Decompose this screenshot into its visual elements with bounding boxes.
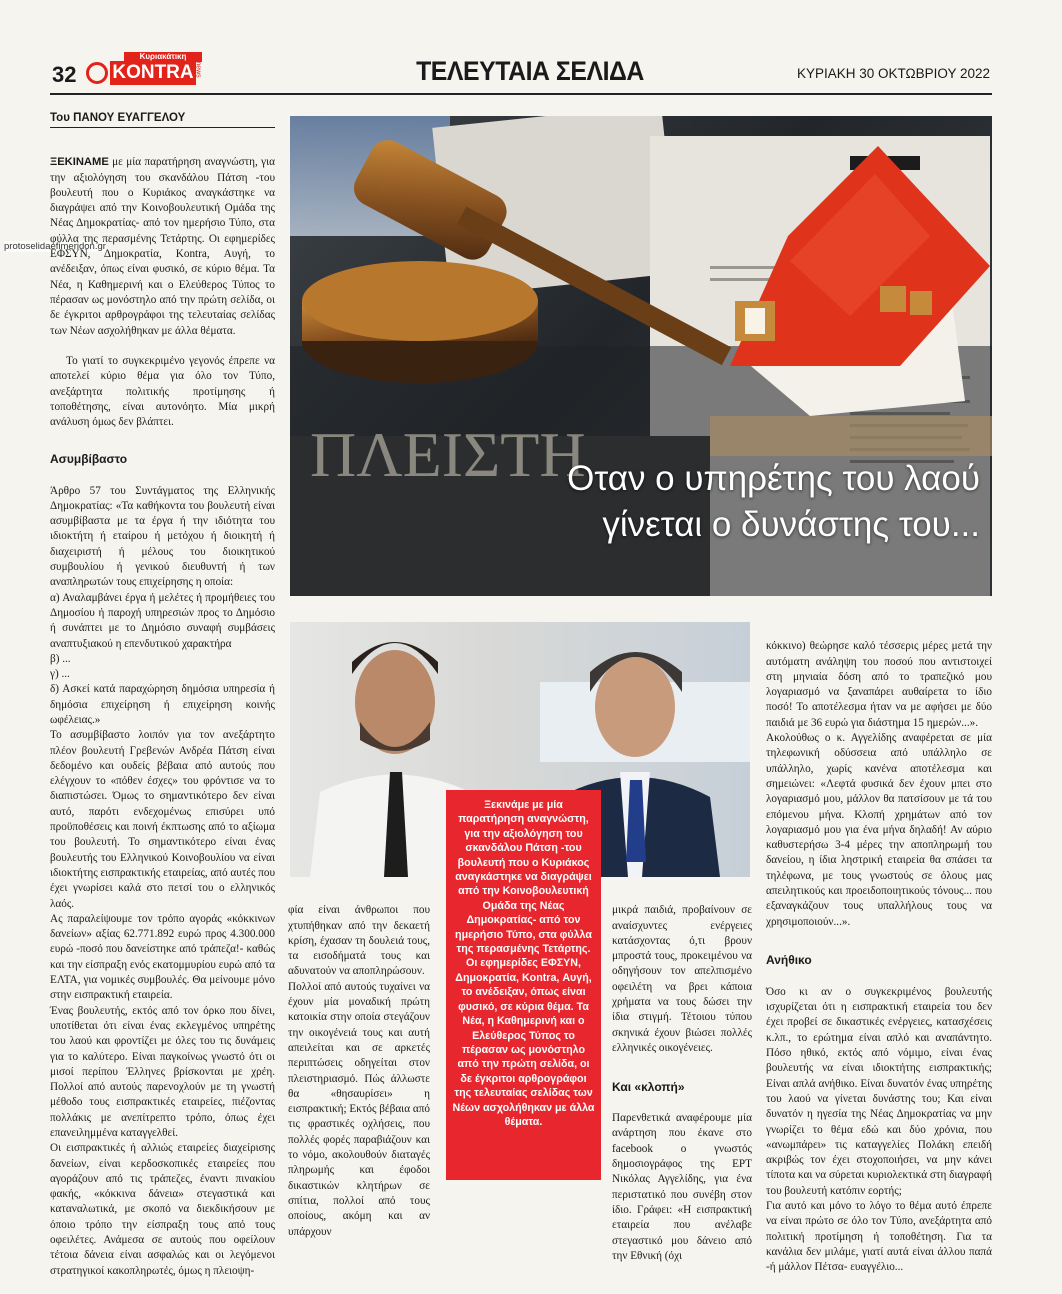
headline [440, 456, 980, 548]
logo-circle-icon [86, 62, 108, 84]
column-3 [612, 888, 752, 1279]
column-2 [288, 888, 430, 1255]
kontra-logo [84, 52, 206, 90]
column-4 [766, 624, 992, 1291]
paragraph-2: Το γιατί το συγκεκριμένο γεγονός έπρεπε να αποτελεί κύριο θέμα για όλο τον Τύπο, ανεξάρτητα πολιτικής προτίμησης ή τοποθέτησης, είναι αυτονόητο. Μία μικρή ανάλυση όμως δεν βλάπτει. [50, 355, 275, 429]
logo-top-text: Κυριακάτικη [124, 52, 202, 62]
column-3-body: μικρά παιδιά, προβαίνουν σε αναίσχυντες ενέργειες κατάσχοντας ό,τι βρουν μπροστά τους, προκειμένου να οδηγήσουν τον απελπισμένο οφειλέτη να βρει κάποια χρήματα να τους δώσει την ίδια στιγμή. Τέτοιου τύπου σκηνικά έχουν βιώσει πολλές ελληνικές οικογένειες. [612, 904, 752, 1054]
intro-paragraph [50, 155, 275, 339]
byline-rule [50, 127, 275, 128]
column-1 [50, 140, 275, 1294]
headline-line-2: γίνεται ο δυνάστης του... [602, 505, 980, 544]
lead-word: ΞΕΚΙΝΑΜΕ [50, 156, 109, 169]
subhead-theft: Και «κλοπή» [612, 1079, 685, 1094]
callout-text: Ξεκινάμε με μία παρατήρηση αναγνώστη, για την αξιολόγηση του σκανδάλου Πάτση -του βουλευτή που ο Κυριάκος αναγκάστηκε να διαγράψει από την Κοινοβουλευτική Ομάδα της Νέας Δημοκρατίας- από τον ημερήσιο Τύπο, στα φύλλα της περασμένης Τετάρτης. Οι εφημερίδες ΕΦΣΥΝ, Δημοκρατία, Kontra, Αυγή, το ανέδειξαν, όπως είναι φυσικό, σε κύρια θέμα. Τα Νέα, η Καθημερινή και ο Ελεύθερος Τύπος το πέρασαν ως μονόστηλο από την πρώτη σελίδα, οι δε έγκριτοι αρθρογράφοι της τελευταίας σελίδας των Νέων ασχολήθηκαν με άλλα θέματα. [452, 799, 595, 1128]
issue-date: ΚΥΡΙΑΚΗ 30 ΟΚΤΩΒΡΙΟΥ 2022 [796, 66, 990, 81]
column-2-body: φία είναι άνθρωποι που χτυπήθηκαν από την δεκαετή κρίση, έχασαν τη δουλειά τους, τα εισοδήματά τους και αδυνατούν να αποπληρώσουν. Πολλοί από αυτούς τυχαίνει να έχουν μία μοναδική πρώτη κατοικία στην οποία στεγάζουν την οικογένειά τους και αυτή απειλείται και σε αρκετές περιπτώσεις οδηγείται στον πλειστηριασμό. Πώς άλλωστε θα «θησαυρίσει» η εισπρακτική; Εκτός βέβαια από τις φραστικές οχλήσεις, που πολλές φορές παραβιάζουν και το νόμο, ακολουθούν διαταγές πληρωμής και έφοδοι δικαστικών κλητήρων σε σπίτια, πολλοί από τους οποίους, ακόμη και αν υπάρχουν [288, 904, 430, 1238]
page-number: 32 [52, 62, 77, 87]
subhead-incompatible: Ασυμβίβαστο [50, 451, 128, 466]
svg-text:ΠΛΕΙΣΤΗ: ΠΛΕΙΣΤΗ [310, 419, 586, 490]
section-title: ΤΕΛΕΥΤΑΙΑ ΣΕΛΙΔΑ [416, 56, 644, 86]
column-1-body: Άρθρο 57 του Συντάγματος της Ελληνικής Δημοκρατίας: «Τα καθήκοντα του βουλευτή είναι ασυμβίβαστα με τα έργα ή την ιδιότητα του ιδιοκτήτη ή εταίρου ή μετόχου ή διοικητή ή διαχειριστή ή μέλους του διοικητικού συμβουλίου ή γενικού διευθυντή ή των αναπληρωτών τους επιχείρησης η οποία: α) Αναλαμβάνει έργα ή μελέτες ή προμήθειες του Δημοσίου ή παροχή υπηρεσιών προς το Δημόσιο ή συνάπτει με το Δημόσιο συναφή συμβάσεις αναπτυξιακού η επενδυτικού χαρακτήρα β) ... γ) ... δ) Ασκεί κατά παραχώρηση δημόσια υπηρεσία ή δημόσια επιχείρηση ή επιχείρηση κοινής ωφέλειας.» Το ασυμβίβαστο λοιπόν για τον ανεξάρτητο πλέον βουλευτή Γρεβενών Ανδρέα Πάτση είναι δεδομένο και ουδείς βέβαια από αυτούς που ελέγχουν το «πόθεν έσχες» του φρόντισε να το διαπιστώσει. Όμως το σημαντικότερο δεν είναι αυτό, παρότι ενδεχομένως επισύρει υπό προϋποθέσεις και ποινή έκπτωσης από το αξίωμα του βουλευτή. Το σημαντικότερο είναι ένας βουλευτής του Ελληνικού Κοινοβουλίου να είναι ιδιοκτήτης εισπρακτικής εταιρείας, από αυτές που έχει γνωρίσει καλά στο πετσί του ο ελληνικός λαός. Ας παραλείψουμε τον τρόπο αγοράς «κόκκινων δανείων» αξίας 62.771.892 ευρώ προς 4.300.000 ευρώ -ποσό που δανείστηκε από τράπεζα!- καθώς και την είσπραξη ενός εκατομμυρίου ευρώ από τα ΕΛΤΑ, για νομικές συμβουλές. Θα μείνουμε μόνο στην εισπρακτική εταιρεία. Ένας βουλευτής, εκτός από τον όρκο που δίνει, υποτίθεται ότι είναι ένας εκλεγμένος υπηρέτης του λαού και φροντίζει με όλες του τις δυνάμεις για το καλύτερο. Είναι παγκοίνως γνωστό ότι οι μισοί περίπου Έλληνες βρίσκονται με χρέη. Πολλοί από αυτούς παρενοχλούν με τη γνωστή μέθοδο τους εισπρακτικές εταιρείες, πιέζοντας πολλάκις με ανεπίτρεπτο τρόπο, όπως έχει επανειλημμένα καταγγελθεί. Οι εισπρακτικές ή αλλιώς εταιρείες διαχείρισης δανείων, είναι κερδοσκοπικές εταιρείες που αγοράζουν από τις τράπεζες, έναντι πινακίου φακής, «κόκκινα δάνεια» στεγαστικά και καταναλωτικά, με σκοπό να διεκδικήσουν με όποιο τρόπο την είσπραξη τους από τους οφειλέτες. Ανάμεσα σε αυτούς που οφείλουν τέτοια δάνεια είναι ασφαλώς και οι λεγόμενοι στρατηγικοί κακοπληρωτές, όμως η πλειοψη- [50, 484, 275, 1277]
column-4-body-2: Όσο κι αν ο συγκεκριμένος βουλευτής ισχυρίζεται ότι η εισπρακτική εταιρεία του δεν έχει προβεί σε δικαστικές ενέργειες, κατασχέσεις κ.λπ., το ερώτημα είναι απλό και αναπάντητο. Πόσο ηθικό, εκτός από νόμιμο, είναι ένας βουλευτής να είναι ιδιοκτήτης εισπρακτικής; Είναι απλά ανήθικο. Είναι δυνατόν ένας υπηρέτης του λαού να γίνεται δυνάστης του; Και είναι δυνατόν η ηγεσία της Νέας Δημοκρατίας να μην γνωρίζει το θέμα εδώ και δύο χρόνια, που «ανωμπάρει» τις καταγγελίες Πολάκη επειδή ακριβώς τον έχει στοχοποιήσει, να μην κάνει τίποτα και να σύρεται κυριολεκτικά στη διαγραφή του βουλευτή κατόπιν εορτής; Για αυτό και μόνο το λόγο το θέμα αυτό έπρεπε να είναι πρώτο σε όλο τον Τύπο, ανεξάρτητα από πολιτική προτίμηση ή τοποθέτηση. Για τα κανάλια δεν μιλάμε, γιατί αυτά είναι άλλου παπά -ή μάλλον Πέτσα- ευαγγέλιο... [766, 985, 992, 1274]
subhead-immoral: Ανήθικο [766, 953, 812, 968]
header-rule [50, 93, 992, 95]
logo-main-text: KONTRA [110, 61, 196, 85]
headline-line-1: Οταν ο υπηρέτης του λαού [567, 459, 980, 498]
intro-text: με μία παρατήρηση αναγνώστη, για την αξιολόγηση του σκανδάλου Πάτση -του βουλευτή που ο Κυριάκος αναγκάστηκε να διαγράψει από την Κοινοβουλευτική Ομάδα της Νέας Δημοκρατίας- από τον ημερήσιο Τύπο, στα φύλλα της περασμένης Τετάρτης. Οι εφημερίδες ΕΦΣΥΝ, Δημοκρατία, Kontra, Αυγή, το ανέδειξαν, όπως είναι φυσικό, σε κύριο θέμα. Τα Νέα, η Καθημερινή και ο Ελεύθερος Τύπος το πέρασαν ως μονόστηλο από την πρώτη σελίδα, οι δε έγκριτοι αρθρογράφοι της τελευταίας σελίδας των Νέων ασχολήθηκαν με άλλα θέματα. [50, 156, 275, 337]
byline: Του ΠΑΝΟΥ ΕΥΑΓΓΕΛΟΥ [50, 112, 186, 124]
logo-side-text: news [194, 61, 202, 78]
column-3-body-2: Παρενθετικά αναφέρουμε μία ανάρτηση που έκανε στο facebook ο γνωστός δημοσιογράφος της ΕΡΤ Νικόλας Αγγελίδης, για ένα περιστατικό που συνέβη στον ίδιο. Γράφει: «Η εισπρακτική εταιρεία που ανέλαβε στεγαστικό μου δάνειο από την Εθνική (όχι [612, 1112, 752, 1262]
gavel-house-photo [290, 116, 992, 596]
column-4-body: κόκκινο) θεώρησε καλό τέσσερις μέρες μετά την αυτόματη ανάληψη του ποσού που αντιστοιχεί στη μηνιαία δόση από το τραπεζικό μου λογαριασμό να ξαναπάρει αυθαίρετα το ίδιο ποσό! Το αποτέλεσμα ήταν να με αφήσει με δύο παιδιά με 36 ευρώ για διάστημα 15 ημερών...». Ακολούθως ο κ. Αγγελίδης αναφέρεται σε μία τηλεφωνική οδύσσεια από υπάλληλο σε υπάλληλο, χωρίς κανένα αποτέλεσμα και σημειώνει: «Λεφτά φυσικά δεν έχουν μπει στο λογαριασμό μου, μάλλον θα πατσίσουν με τά του επόμενου μήνα. Κλοπή χρημάτων από τον λογαριασμό μου για ένα μήνα δηλαδή! Αν αύριο καθυστερήσω 3-4 μέρες την αποπληρωμή του δανείου, η ίδια ληστρική εταιρεία θα σπάσει τα τηλέφωνα, με τους γνωστούς σε όλους μας απειλητικούς και προειδοποιητικούς τόνους... που εξαναγκάζουν τους υπαλλήλους τους να χρησιμοποιούν...». [766, 640, 992, 928]
callout-box [446, 790, 601, 1180]
watermark: protoselidaefimeridon.gr [4, 241, 106, 252]
